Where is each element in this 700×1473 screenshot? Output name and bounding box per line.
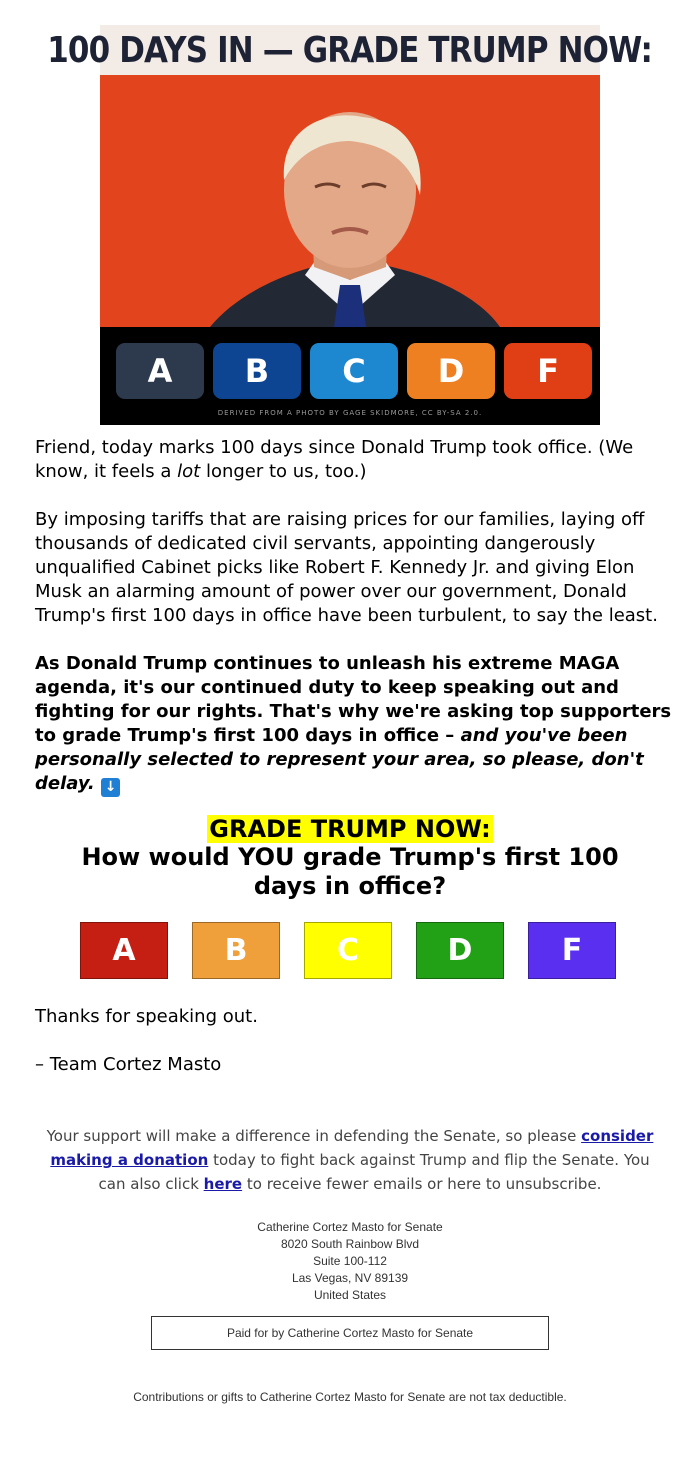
photo-credit: DERIVED FROM A PHOTO BY GAGE SKIDMORE, CC BY-SA 2.0. [217,409,483,417]
ask-paragraph [35,652,675,797]
hero-grade-a: A [116,343,204,399]
hero-grade-band [100,327,600,425]
hero-grade-d: D [407,343,495,399]
address-line: United States [313,1288,387,1302]
support-paragraph [45,1124,655,1196]
grade-a-button[interactable]: A [80,922,168,979]
mailing-address [0,1219,700,1304]
arrow-down-icon: ↓ [101,778,120,797]
address-line: Suite 100-112 [313,1254,387,1268]
hero-image[interactable] [47,25,653,425]
thanks-text: Thanks for speaking out. [35,1006,258,1027]
address-line: 8020 South Rainbow Blvd [280,1237,420,1251]
grade-d-button[interactable]: D [416,922,504,979]
tax-disclaimer: Contributions or gifts to Catherine Cortez Masto for Senate are not tax deductible. [133,1390,567,1404]
cta-headline [0,815,700,843]
hero-grade-f: F [504,343,592,399]
grade-c-button[interactable]: C [304,922,392,979]
ask-bold-text: As Donald Trump continues to unleash his extreme MAGA agenda, it's our continued duty to keep speaking out and fighting for our rights. That's why we're asking top supporters to grade Trump's first 100 days in office – [35,653,672,746]
context-paragraph: By imposing tariffs that are raising prices for our families, laying off thousands of dedicated civil servants, appointing dangerously unqualified Cabinet picks like Robert F. Kennedy Jr. and giving Elon Musk an alarming amount of power over our government, Donald Trump's first 100 days in office have been turbulent, to say the least. [35,509,658,626]
hero-grade-b: B [213,343,301,399]
support-text-2: today to fight back against Trump and flip the Senate. You can also click [98,1151,650,1193]
cta-question: How would YOU grade Trump's first 100 days in office? [81,843,619,900]
intro-text-end: longer to us, too.) [200,461,367,482]
grade-button-row [80,922,616,979]
address-line: Catherine Cortez Masto for Senate [257,1220,443,1234]
hero-title: 100 DAYS IN — GRADE TRUMP NOW: [47,29,653,71]
signoff-text: – Team Cortez Masto [35,1054,222,1075]
intro-emphasis: lot [177,461,201,482]
grade-b-button[interactable]: B [192,922,280,979]
paid-for-box: Paid for by Catherine Cortez Masto for Senate [151,1316,549,1350]
support-text-1: Your support will make a difference in defending the Senate, so please [46,1127,582,1145]
hero-grade-c: C [310,343,398,399]
hero-grade-row [116,343,592,399]
ask-italic-text: and you've been personally selected to represent your area, so please, don't delay. [35,725,644,794]
support-text-3: to receive fewer emails or here to unsubscribe. [242,1175,602,1193]
fewer-emails-link[interactable]: here [203,1175,243,1193]
intro-paragraph [35,436,675,484]
cta-headline-text: GRADE TRUMP NOW: [209,815,491,843]
portrait-illustration [100,75,600,327]
grade-f-button[interactable]: F [528,922,616,979]
address-line: Las Vegas, NV 89139 [291,1271,409,1285]
hero-title-bar [47,25,653,75]
intro-text-start: Friend, today marks 100 days since Donald Trump took office. (We know, it feels a [35,437,634,482]
donation-link[interactable]: consider making a donation [50,1127,654,1169]
